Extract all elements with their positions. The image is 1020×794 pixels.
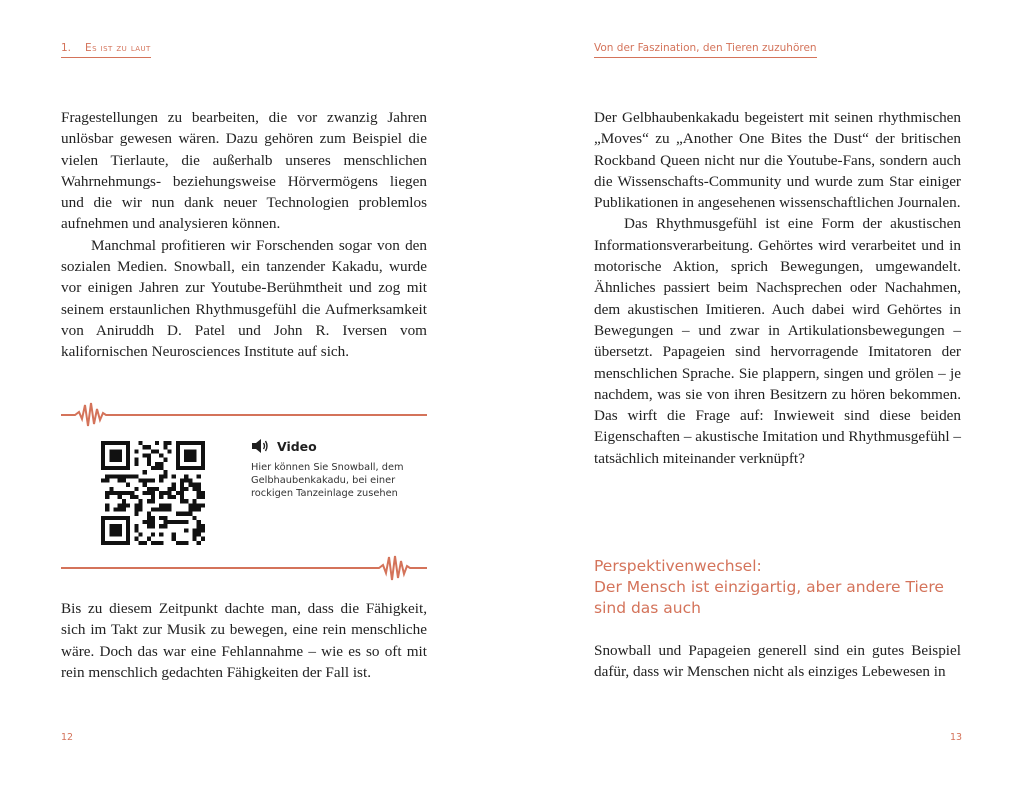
video-description: Hier können Sie Snowball, dem Gelbhaubenkakadu, bei einer rockigen Tanzeinlage zusehen bbox=[251, 462, 404, 500]
running-head-right: Von der Faszination, den Tieren zuzuhören bbox=[594, 42, 817, 58]
left-body-bottom bbox=[61, 598, 427, 683]
speaker-icon bbox=[251, 438, 269, 454]
right-body-bottom bbox=[594, 640, 961, 683]
qr-code[interactable] bbox=[101, 441, 205, 545]
paragraph: Das Rhythmusgefühl ist eine Form der akustischen Informationsverarbeitung. Gehörtes wird verarbeitet und in motorische Aktion, sprich Bewegungen, umgewandelt. Ähnliches passiert beim Nachsprechen oder Nachahmen, dem akustischen Imitieren. Auch dabei wird Gehörtes in Bewegungen – und zwar in Artikulationsbewegungen – übersetzt. Papageien sind hervorragende Imitatoren der menschlichen Sprache. Sie plappern, singen und grölen – je nachdem, was sie von ihren Besitzern zu hören bekommen. Das wirft die Frage auf: Inwieweit sind diese beiden Eigenschaften – akustische Imitation und Rhythmusgefühl – tatsächlich miteinander verknüpft? bbox=[594, 215, 961, 467]
section-heading-line: Der Mensch ist einzigartig, aber andere Tiere sind das auch bbox=[594, 578, 944, 617]
page-number-left: 12 bbox=[61, 732, 74, 743]
video-label: Video bbox=[277, 438, 317, 454]
paragraph: Bis zu diesem Zeitpunkt dachte man, dass die Fähigkeit, sich im Takt zur Musik zu bewegen, eine rein menschliche wäre. Doch das war eine Fehlannahme – wie es so oft mit rein menschlich gedachten Fähigkeiten der Fall ist. bbox=[61, 600, 427, 681]
paragraph: Der Gelbhaubenkakadu begeistert mit seinen rhythmischen „Moves“ zu „Another One Bites the Dust“ der britischen Rockband Queen nicht nur die Youtube-Fans, sondern auch die Wissenschafts-Community und wurde zum Star einiger Publikationen in angesehenen wissenschaftlichen Journalen. bbox=[594, 109, 961, 212]
paragraph: Manchmal profitieren wir Forschenden sogar von den sozialen Medien. Snowball, ein tanzender Kakadu, wurde vor einigen Jahren zur Youtube-Berühmtheit und zog mit seinem erstaunlichen Rhythmusgefühl die Aufmerksamkeit von Aniruddh D. Patel und John R. Iversen vom kalifornischen Neurosciences Institute auf sich. bbox=[61, 236, 427, 361]
left-body-top bbox=[61, 107, 427, 363]
soundwave-divider-bottom bbox=[61, 553, 427, 583]
soundwave-divider-top bbox=[61, 400, 427, 430]
section-heading-line: Perspektivenwechsel: bbox=[594, 557, 762, 575]
page-number-right: 13 bbox=[950, 732, 963, 743]
paragraph: Fragestellungen zu bearbeiten, die vor zwanzig Jahren unlösbar gewesen wären. Dazu gehören zum Beispiel die vielen Tierlaute, die außerhalb unseres menschlichen Wahrnehmungs- beziehungsweise Hörvermögens liegen und die wir nun dank neuer Technologien problemlos aufnehmen und analysieren können. bbox=[61, 109, 427, 233]
section-heading bbox=[594, 556, 961, 619]
chapter-title: Es ist zu laut bbox=[85, 42, 151, 54]
right-body-top bbox=[594, 107, 961, 469]
video-header bbox=[251, 438, 421, 454]
video-media-box bbox=[251, 438, 421, 501]
paragraph: Snowball und Papageien generell sind ein gutes Beispiel dafür, dass wir Menschen nicht als einziges Lebewesen in bbox=[594, 642, 961, 681]
chapter-number: 1. bbox=[61, 42, 72, 54]
running-head-left bbox=[61, 42, 151, 58]
right-page bbox=[510, 0, 1020, 794]
